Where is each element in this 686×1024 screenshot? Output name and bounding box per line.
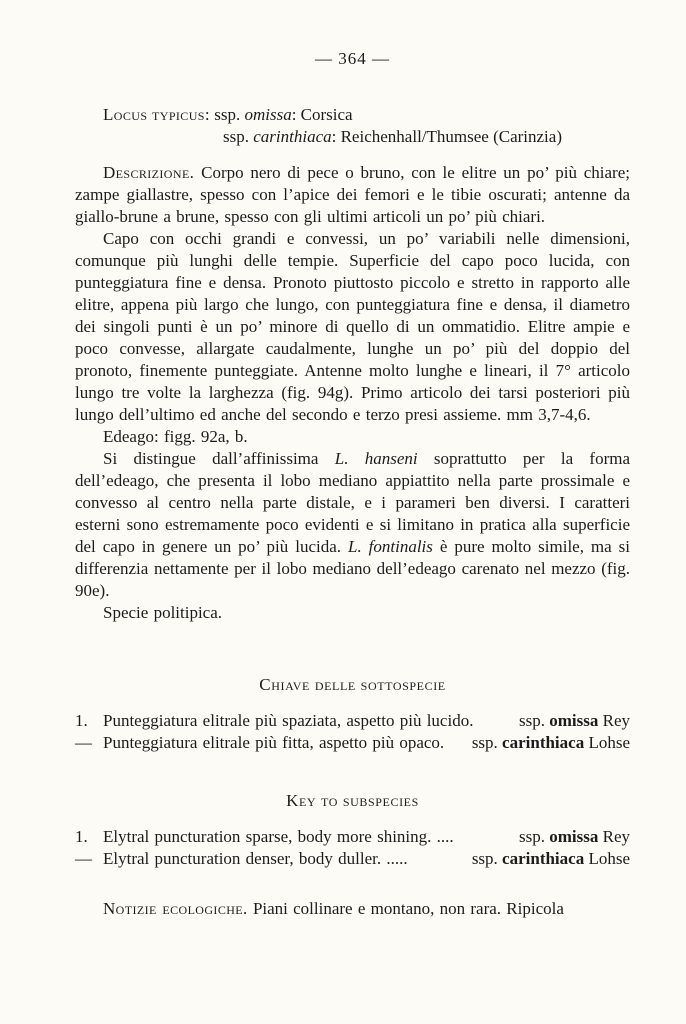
locus-line1-post: : Corsica bbox=[291, 105, 353, 124]
ssp-name-carinthiaca: carinthiaca bbox=[502, 733, 585, 752]
locus-line-2 bbox=[103, 126, 630, 148]
locus-line2-pre: ssp. bbox=[223, 127, 254, 146]
notizie-label: Notizie ecologiche. bbox=[103, 899, 248, 918]
locus-line-1 bbox=[103, 104, 630, 126]
chiave-rows bbox=[75, 710, 630, 754]
page-number: — 364 — bbox=[315, 49, 390, 68]
paragraph-capo: Capo con occhi grandi e convessi, un po’ variabili nelle dimensioni, comunque più lunghi delle tempie. Superficie del capo poco lucida, con punteggiatura fine e densa. Pronoto piuttosto piccolo e stretto in rapporto alle elitre, appena più largo che lungo, con punteggiatura fine e densa, il diametro dei singoli punti è un po’ minore di quello di un ommatidio. Elitre ampie e poco convesse, allargate caudalmente, lunghe un po’ più del doppio del pronoto, finemente punteggiate. Antenne molto lunghe e lineari, il 7° articolo lungo tre volte la larghezza (fig. 94g). Primo articolo dei tarsi posteriori più lungo dell’ultimo ed anche del secondo e terzo presi assieme. mm 3,7-4,6. bbox=[75, 229, 630, 424]
si-distingue-s1: Si distingue dall’affinissima bbox=[103, 449, 335, 468]
row-result bbox=[452, 732, 630, 754]
ssp-author: Lohse bbox=[584, 849, 630, 868]
row-text: Punteggiatura elitrale più fitta, aspetto più opaco. bbox=[103, 733, 445, 752]
chiave-row-1 bbox=[75, 710, 630, 732]
chiave-sottospecie-section bbox=[75, 674, 630, 754]
ssp-name-carinthiaca: carinthiaca bbox=[502, 849, 585, 868]
row-number: 1. bbox=[75, 711, 88, 730]
paragraph-specie-politipica: Specie politipica. bbox=[103, 603, 223, 622]
chiave-row-2 bbox=[75, 732, 630, 754]
row-text: Punteggiatura elitrale più spaziata, aspetto più lucido. bbox=[103, 711, 474, 730]
ssp-prefix: ssp. bbox=[471, 849, 503, 868]
ssp-prefix: ssp. bbox=[519, 827, 550, 846]
paragraph-si-distingue bbox=[75, 448, 630, 602]
ssp-author: Rey bbox=[598, 711, 630, 730]
key-row-1 bbox=[75, 826, 630, 848]
key-title: Key to subspecies bbox=[286, 791, 419, 810]
row-result bbox=[499, 710, 630, 732]
descrizione-text: Corpo nero di pece o bruno, con le elitre un po’ più chiare; zampe giallastre, spesso con l’apice dei femori e le tibie oscurati; antenne da giallo-brune a brune, spesso con gli ultimi articoli un po’ più chiari. bbox=[75, 163, 630, 226]
row-text: Elytral puncturation denser, body duller. ..... bbox=[103, 849, 408, 868]
paragraph-edeago: Edeago: figg. 92a, b. bbox=[103, 427, 248, 446]
row-result bbox=[452, 848, 630, 870]
row-number: — bbox=[75, 849, 92, 868]
species-ref-hanseni: L. hanseni bbox=[334, 449, 418, 468]
ssp-author: Lohse bbox=[584, 733, 630, 752]
locus-line2-post: : Reichenhall/Thumsee (Carinzia) bbox=[331, 127, 562, 146]
locus-typicus-block bbox=[75, 104, 630, 148]
locus-label: Locus typicus: bbox=[103, 105, 210, 124]
row-number: 1. bbox=[75, 827, 88, 846]
row-text: Elytral puncturation sparse, body more shining. .... bbox=[103, 827, 454, 846]
si-distingue-s3: è pure molto simile, ma si differenzia nettamente per il lobo mediano dell’edeago carenato nel mezzo (fig. 90e). bbox=[75, 537, 630, 600]
main-text bbox=[75, 162, 630, 624]
ssp-name-omissa: omissa bbox=[549, 711, 599, 730]
species-ref-fontinalis: L. fontinalis bbox=[347, 537, 433, 556]
si-distingue-s2: soprattutto per la forma dell’edeago, che presenta il lobo mediano appiattito nella parte prossimale e convesso al centro nella parte distale, e i parameri ben diversi. I caratteri esterni sono estremamente poco evidenti e si limitano in pratica alla superficie del capo in genere un po’ più lucida. bbox=[75, 449, 630, 556]
notizie-text: Piani collinare e montano, non rara. Ripicola bbox=[247, 899, 564, 918]
key-rows bbox=[75, 826, 630, 870]
row-result bbox=[499, 826, 630, 848]
chiave-title: Chiave delle sottospecie bbox=[259, 675, 446, 694]
ssp-author: Rey bbox=[598, 827, 630, 846]
ssp-prefix: ssp. bbox=[471, 733, 503, 752]
key-row-2 bbox=[75, 848, 630, 870]
ssp-name-omissa: omissa bbox=[549, 827, 599, 846]
species-name-carinthiaca: carinthiaca bbox=[253, 127, 332, 146]
paragraph-notizie-ecologiche bbox=[75, 898, 630, 920]
species-name-omissa: omissa bbox=[244, 105, 292, 124]
ssp-prefix: ssp. bbox=[519, 711, 550, 730]
row-number: — bbox=[75, 733, 92, 752]
key-to-subspecies-section bbox=[75, 790, 630, 870]
locus-line1-pre: ssp. bbox=[209, 105, 245, 124]
descrizione-label: Descrizione. bbox=[103, 163, 195, 182]
paragraph-descrizione bbox=[75, 162, 630, 228]
